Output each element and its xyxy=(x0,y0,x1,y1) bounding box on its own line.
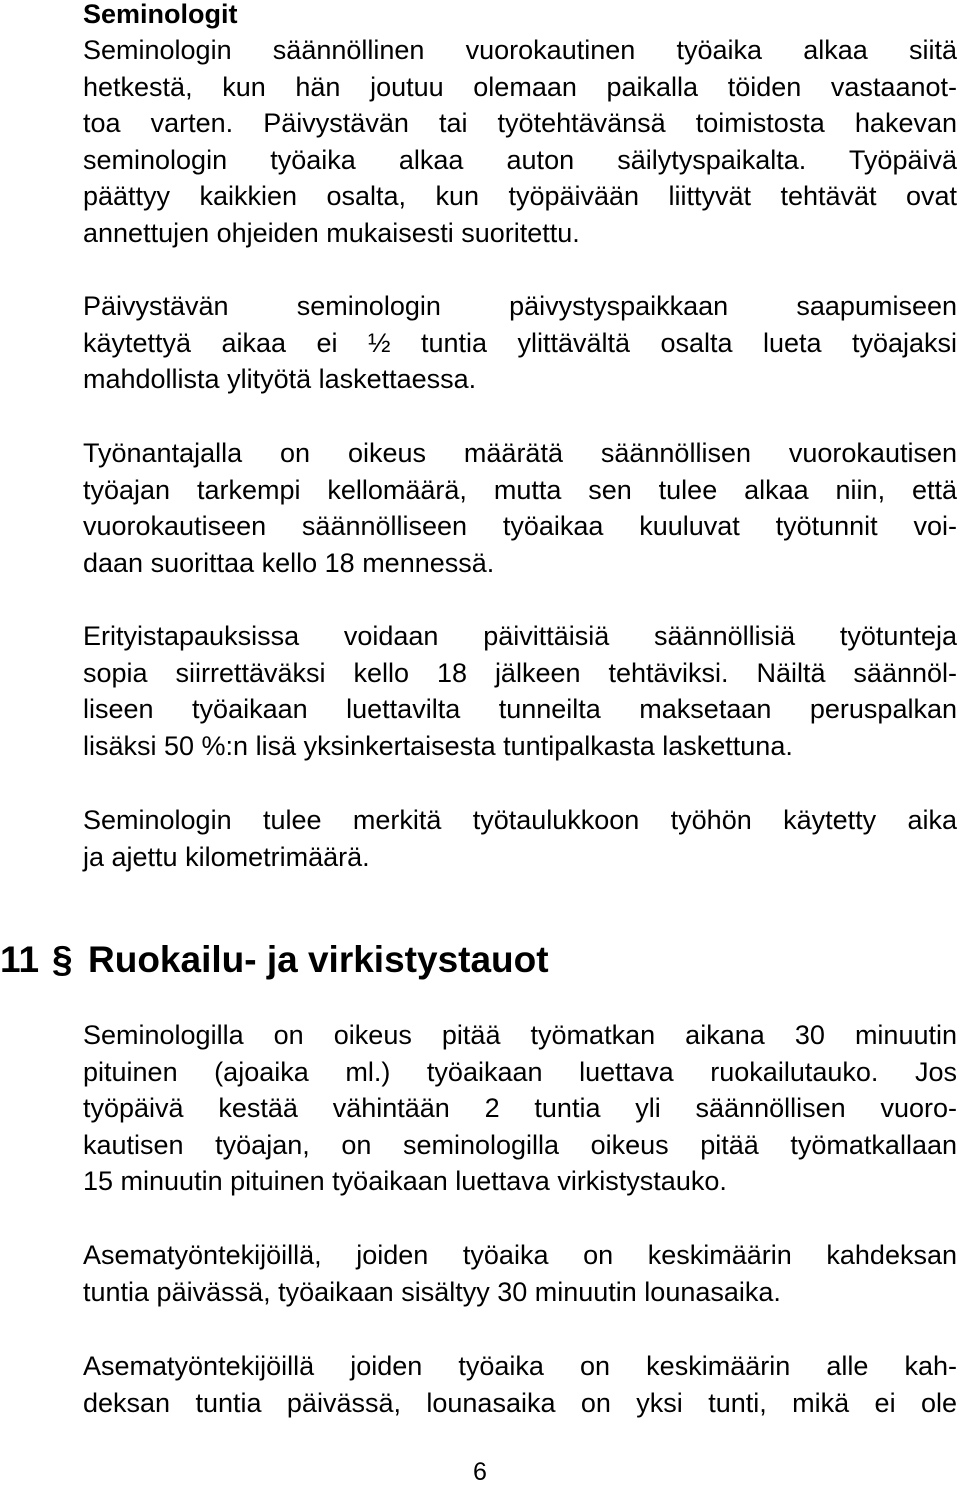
subheading-seminologit: Seminologit xyxy=(83,0,238,29)
text-line: seminologin työaika alkaa auton säilytyspaikalta. Työpäivä xyxy=(83,144,957,175)
text-line: Asematyöntekijöillä, joiden työaika on keskimäärin kahdeksan xyxy=(83,1240,957,1270)
text-line: 15 minuutin pituinen työaikaan luettava virkistystauko. xyxy=(83,1166,727,1197)
paragraph-special-cases xyxy=(83,618,957,764)
text-line: ja ajettu kilometrimäärä. xyxy=(83,841,370,872)
paragraph-station-workers-eight-hours xyxy=(83,1237,957,1310)
text-line: työajan tarkempi kellomäärä, mutta sen tulee alkaa niin, että xyxy=(83,474,957,505)
text-line: toa varten. Päivystävän tai työtehtävänsä toimistosta hakevan xyxy=(83,108,957,139)
paragraph-timesheet xyxy=(83,802,957,875)
paragraph-working-time-start xyxy=(83,32,957,252)
text-line: tuntia päivässä, työaikaan sisältyy 30 minuutin lounasaika. xyxy=(83,1276,781,1307)
text-line: käytettyä aikaa ei ½ tuntia ylittävältä osalta lueta työajaksi xyxy=(83,327,957,358)
text-line: hetkestä, kun hän joutuu olemaan paikalla töiden vastaanot- xyxy=(83,71,957,102)
section-symbol: § xyxy=(52,939,73,980)
section-number: 11 xyxy=(0,939,40,980)
text-line: Seminologilla on oikeus pitää työmatkan aikana 30 minuutin xyxy=(83,1020,957,1050)
section-title: Ruokailu- ja virkistystauot xyxy=(88,939,549,980)
text-line: Seminologin säännöllinen vuorokautinen työaika alkaa siitä xyxy=(83,35,957,65)
text-line: kautisen työajan, on seminologilla oikeus pitää työmatkallaan xyxy=(83,1129,957,1160)
paragraph-station-workers-under-eight xyxy=(83,1348,957,1421)
text-line: vuorokautiseen säännölliseen työaikaa kuuluvat työtunnit voi- xyxy=(83,511,957,542)
text-line: liseen työaikaan luettavilta tunneilta maksetaan peruspalkan xyxy=(83,694,957,725)
text-line: Erityistapauksissa voidaan päivittäisiä säännöllisiä työtunteja xyxy=(83,621,957,651)
text-line: Seminologin tulee merkitä työtaulukkoon työhön käytetty aika xyxy=(83,805,957,835)
text-line: sopia siirrettäväksi kello 18 jälkeen tehtäviksi. Näiltä säännöl- xyxy=(83,657,957,688)
paragraph-on-call-travel xyxy=(83,288,957,398)
text-line: pituinen (ajoaika ml.) työaikaan luettava ruokailutauko. Jos xyxy=(83,1056,957,1087)
text-line: työpäivä kestää vähintään 2 tuntia yli säännöllisen vuoro- xyxy=(83,1093,957,1124)
text-line: päättyy kaikkien osalta, kun työpäivään liittyvät tehtävät ovat xyxy=(83,181,957,212)
text-line: Työnantajalla on oikeus määrätä säännöllisen vuorokautisen xyxy=(83,438,957,468)
text-line: Asematyöntekijöillä joiden työaika on keskimäärin alle kah- xyxy=(83,1351,957,1381)
section-heading xyxy=(0,930,549,990)
page-number: 6 xyxy=(473,1458,487,1486)
text-line: deksan tuntia päivässä, lounasaika on yksi tunti, mikä ei ole xyxy=(83,1387,957,1418)
paragraph-employer-right xyxy=(83,435,957,581)
paragraph-meal-break xyxy=(83,1017,957,1200)
text-line: lisäksi 50 %:n lisä yksinkertaisesta tuntipalkasta laskettuna. xyxy=(83,730,793,761)
text-line: daan suorittaa kello 18 mennessä. xyxy=(83,547,495,578)
text-line: annettujen ohjeiden mukaisesti suoritettu. xyxy=(83,217,580,248)
text-line: Päivystävän seminologin päivystyspaikkaan saapumiseen xyxy=(83,291,957,321)
text-line: mahdollista ylityötä laskettaessa. xyxy=(83,364,477,395)
